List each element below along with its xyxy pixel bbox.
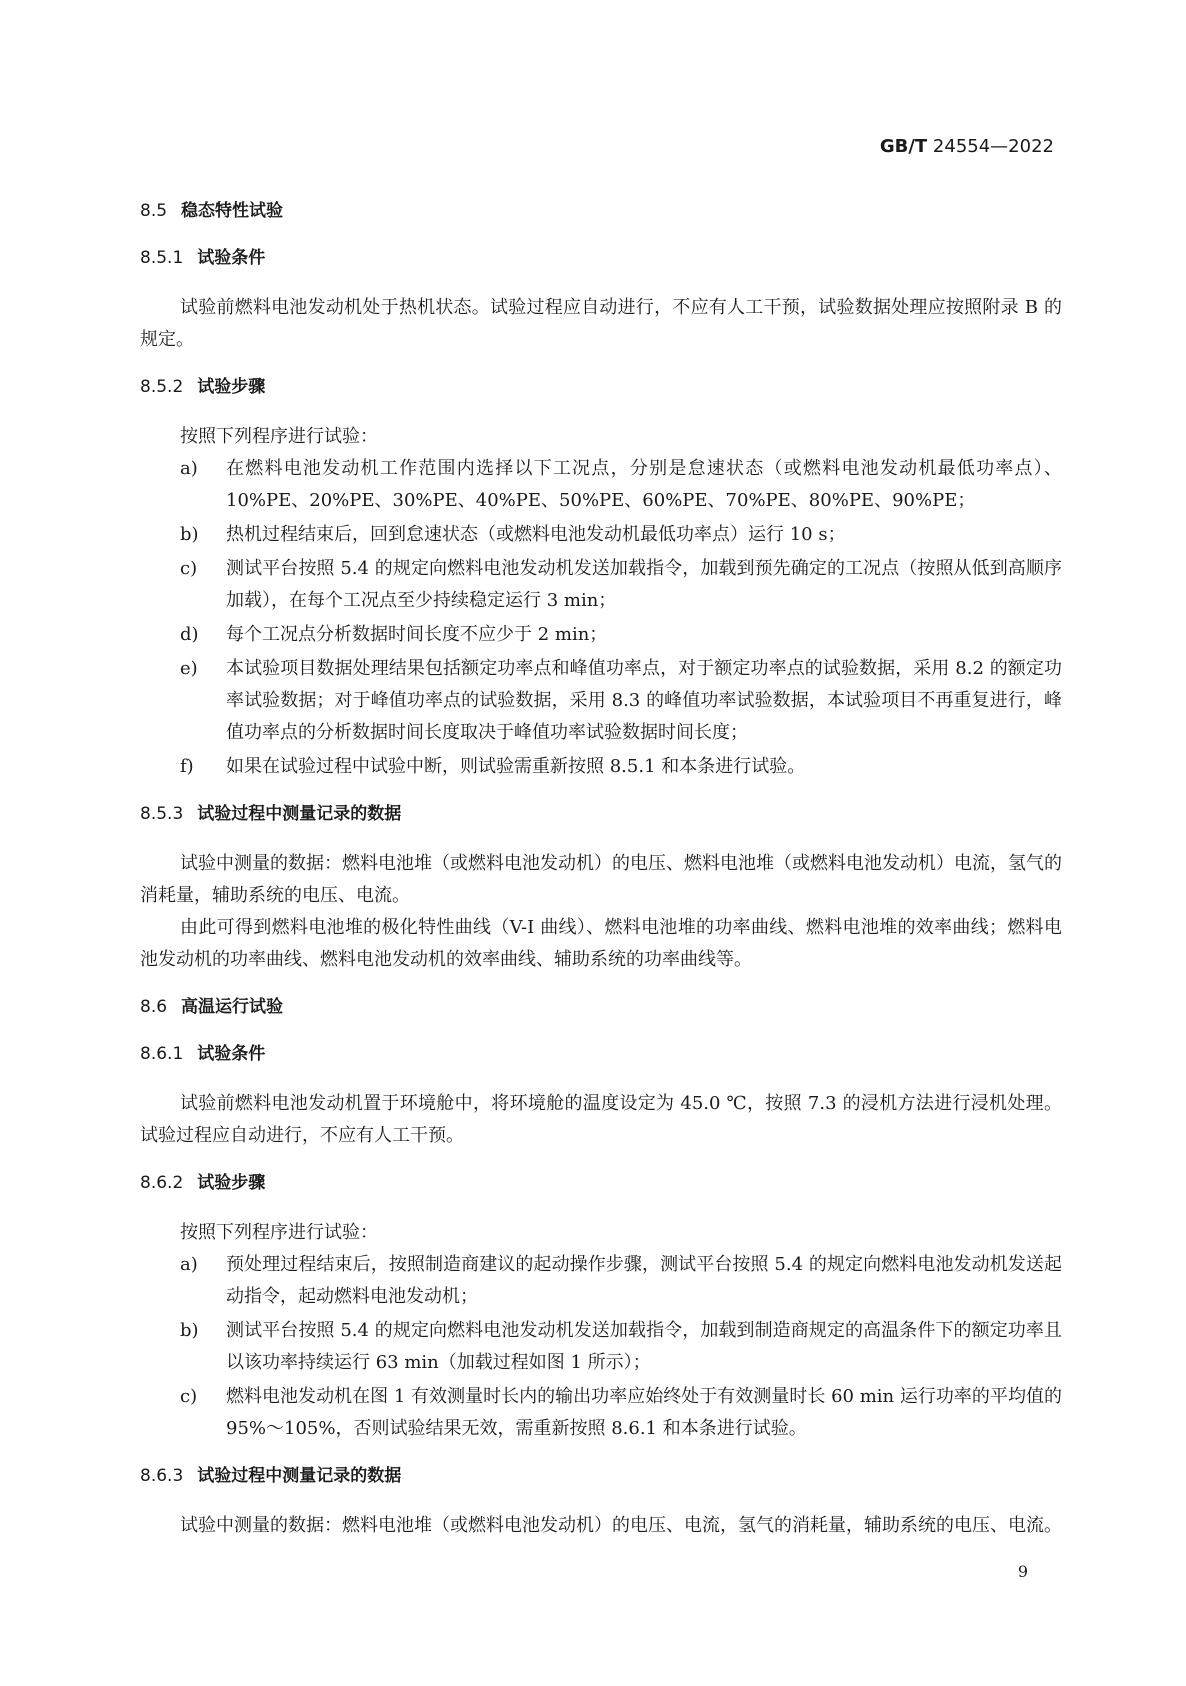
paragraph: 试验中测量的数据：燃料电池堆（或燃料电池发动机）的电压、电流，氢气的消耗量，辅助系统的电压、电流。 — [180, 1515, 1062, 1536]
standard-prefix: GB/T — [879, 136, 928, 157]
section-heading-8-5-3 — [140, 801, 1062, 827]
standard-code: 24554—2022 — [932, 136, 1054, 157]
list-item — [140, 751, 1062, 783]
section-number: 8.5.3 — [140, 804, 184, 824]
list-marker: b) — [180, 1320, 199, 1341]
procedure-list — [140, 453, 1062, 783]
section-number: 8.6 — [140, 997, 168, 1017]
section-number: 8.5 — [140, 201, 168, 221]
list-intro: 按照下列程序进行试验： — [180, 1222, 378, 1243]
list-item — [140, 1249, 1062, 1313]
section-title: 试验条件 — [197, 1044, 266, 1064]
list-intro: 按照下列程序进行试验： — [180, 426, 378, 447]
list-text: 测试平台按照 5.4 的规定向燃料电池发动机发送加载指令，加载到预先确定的工况点（按照从低到高顺序加载），在每个工况点至少持续稳定运行 3 min； — [226, 558, 1062, 611]
list-item — [140, 619, 1062, 651]
list-marker: f) — [180, 756, 194, 777]
section-number: 8.5.2 — [140, 377, 184, 397]
list-text: 在燃料电池发动机工作范围内选择以下工况点，分别是怠速状态（或燃料电池发动机最低功率点）、10%PE、20%PE、30%PE、40%PE、50%PE、60%PE、70%PE、80%PE、90%PE； — [226, 458, 1062, 511]
section-title: 试验步骤 — [197, 377, 266, 397]
list-marker: a) — [180, 458, 198, 479]
paragraph: 试验前燃料电池发动机置于环境舱中，将环境舱的温度设定为 45.0 ℃，按照 7.3 的浸机方法进行浸机处理。试验过程应自动进行，不应有人工干预。 — [140, 1093, 1062, 1146]
list-item — [140, 453, 1062, 517]
list-item — [140, 653, 1062, 749]
section-heading-8-6 — [140, 994, 1062, 1020]
list-marker: c) — [180, 1386, 198, 1407]
list-text: 每个工况点分析数据时间长度不应少于 2 min； — [226, 624, 608, 645]
standard-number — [880, 136, 1054, 157]
section-title: 试验条件 — [197, 248, 266, 268]
section-heading-8-6-2 — [140, 1170, 1062, 1196]
list-text: 本试验项目数据处理结果包括额定功率点和峰值功率点，对于额定功率点的试验数据，采用 8.2 的额定功率试验数据；对于峰值功率点的试验数据，采用 8.3 的峰值功率试验数据，本试验项目不再重复进行，峰值功率点的分析数据时间长度取决于峰值功率试验数据时间长度； — [226, 658, 1062, 743]
list-item — [140, 519, 1062, 551]
list-marker: d) — [180, 624, 199, 645]
paragraph: 试验中测量的数据：燃料电池堆（或燃料电池发动机）的电压、燃料电池堆（或燃料电池发动机）电流，氢气的消耗量，辅助系统的电压、电流。 — [140, 853, 1062, 906]
page-number: 9 — [1017, 1562, 1028, 1581]
list-item — [140, 1381, 1062, 1445]
list-item — [140, 1315, 1062, 1379]
section-heading-8-5-2 — [140, 374, 1062, 400]
section-title: 高温运行试验 — [181, 997, 284, 1017]
list-marker: c) — [180, 558, 198, 579]
list-text: 测试平台按照 5.4 的规定向燃料电池发动机发送加载指令，加载到制造商规定的高温条件下的额定功率且以该功率持续运行 63 min（加载过程如图 1 所示）； — [226, 1320, 1062, 1373]
section-heading-8-6-3 — [140, 1463, 1062, 1489]
procedure-list — [140, 1249, 1062, 1445]
section-title: 试验过程中测量记录的数据 — [197, 1466, 402, 1486]
section-heading-8-5 — [140, 198, 1062, 224]
section-title: 稳态特性试验 — [181, 201, 284, 221]
paragraph: 试验前燃料电池发动机处于热机状态。试验过程应自动进行，不应有人工干预，试验数据处理应按照附录 B 的规定。 — [140, 297, 1062, 350]
section-number: 8.6.2 — [140, 1173, 184, 1193]
paragraph: 由此可得到燃料电池堆的极化特性曲线（V-I 曲线）、燃料电池堆的功率曲线、燃料电池堆的效率曲线；燃料电池发动机的功率曲线、燃料电池发动机的效率曲线、辅助系统的功率曲线等。 — [140, 917, 1062, 970]
section-title: 试验步骤 — [197, 1173, 266, 1193]
list-text: 热机过程结束后，回到怠速状态（或燃料电池发动机最低功率点）运行 10 s； — [226, 524, 846, 545]
document-body — [140, 198, 1062, 1560]
list-item — [140, 553, 1062, 617]
list-marker: b) — [180, 524, 199, 545]
section-heading-8-6-1 — [140, 1041, 1062, 1067]
section-number: 8.6.1 — [140, 1044, 184, 1064]
section-heading-8-5-1 — [140, 245, 1062, 271]
list-text: 燃料电池发动机在图 1 有效测量时长内的输出功率应始终处于有效测量时长 60 min 运行功率的平均值的 95%～105%，否则试验结果无效，需重新按照 8.6.1 和本条进行试验。 — [226, 1386, 1062, 1439]
section-title: 试验过程中测量记录的数据 — [197, 804, 402, 824]
list-marker: e) — [180, 658, 198, 679]
section-number: 8.6.3 — [140, 1466, 184, 1486]
section-number: 8.5.1 — [140, 248, 184, 268]
list-marker: a) — [180, 1254, 198, 1275]
list-text: 如果在试验过程中试验中断，则试验需重新按照 8.5.1 和本条进行试验。 — [226, 756, 806, 777]
list-text: 预处理过程结束后，按照制造商建议的起动操作步骤，测试平台按照 5.4 的规定向燃料电池发动机发送起动指令，起动燃料电池发动机； — [226, 1254, 1062, 1307]
